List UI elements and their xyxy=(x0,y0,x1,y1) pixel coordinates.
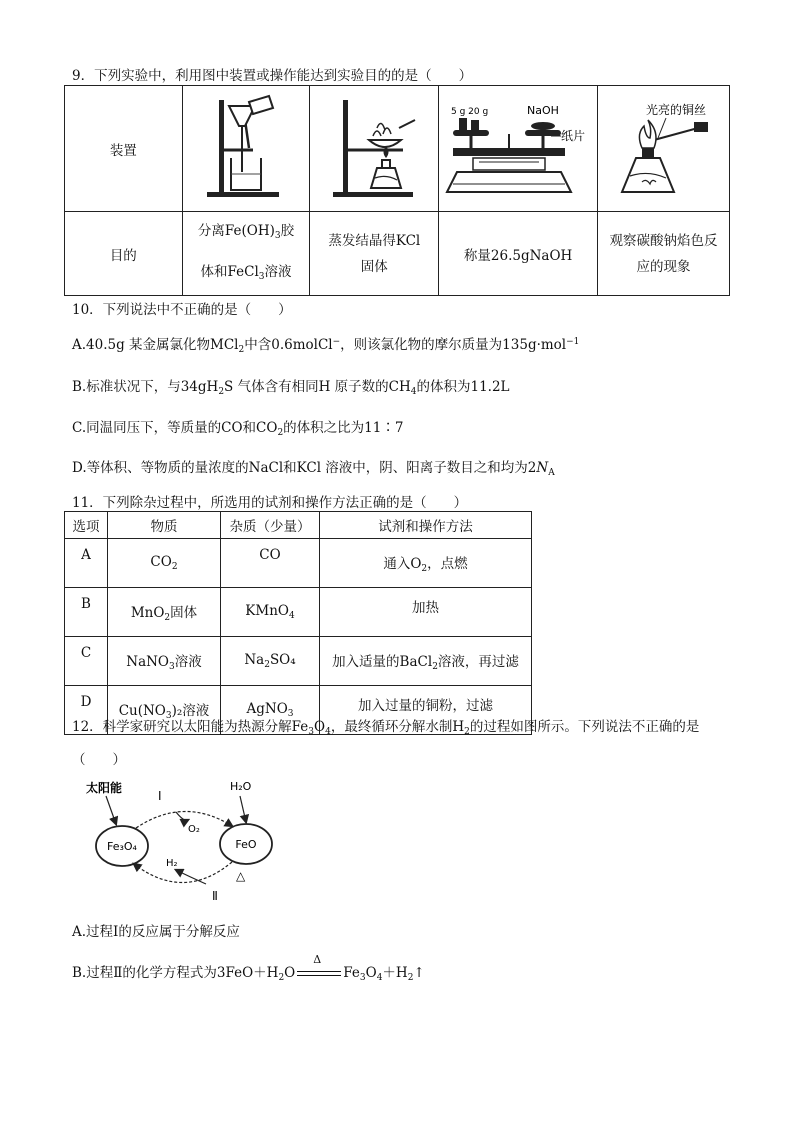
q9-apparatus-label: 装置 xyxy=(65,86,183,212)
naoh-label: NaOH xyxy=(527,103,560,117)
q11-header-impurity: 杂质（少量） xyxy=(221,512,320,539)
h2-label: H₂ xyxy=(166,858,178,869)
table-row xyxy=(65,539,532,588)
q11-method: 通入$O_2$，点燃 xyxy=(320,539,532,588)
water-arrow xyxy=(240,796,246,822)
feo-label: FeO xyxy=(235,838,257,851)
evaporation-apparatus-icon xyxy=(319,92,429,202)
q12-option-b: B.过程Ⅱ的化学方程式为$3FeO+H_2O$ Δ $Fe_3O_4+H_2↑$ xyxy=(72,952,425,983)
q11-header-method: 试剂和操作方法 xyxy=(320,512,532,539)
iron-oxide-cycle-diagram xyxy=(76,772,306,912)
q11-impurity: CO xyxy=(221,539,320,588)
heat-label: △ xyxy=(236,869,246,883)
q9-table xyxy=(64,85,730,296)
q11-impurity: $Na_2SO_4$ xyxy=(221,637,320,686)
q9-stem: 9．下列实验中，利用图中装置或操作能达到实验目的的是（ ） xyxy=(72,68,473,84)
q10-option-b: B.标准状况下，与$34gH_2S$ 气体含有相同H 原子数的$CH_4$的体积为11.2L xyxy=(72,379,510,397)
table-row xyxy=(65,637,532,686)
flame-test-apparatus-icon xyxy=(602,92,726,202)
q11-method: 加热 xyxy=(320,588,532,637)
q12-option-a: A.过程Ⅰ的反应属于分解反应 xyxy=(72,924,240,940)
q11-header-substance: 物质 xyxy=(108,512,221,539)
q11-option: A xyxy=(65,539,108,588)
q11-substance: $CO_2$ xyxy=(108,539,221,588)
q10-stem: 10．下列说法中不正确的是（ ） xyxy=(72,302,292,318)
q11-impurity: AgNO$_3$ xyxy=(221,686,320,735)
q11-impurity: KMnO$_4$ xyxy=(221,588,320,637)
step2-arrow xyxy=(134,862,232,883)
paper-label: 纸片 xyxy=(561,128,586,143)
q11-option: D xyxy=(65,686,108,735)
q11-option: B xyxy=(65,588,108,637)
q12-stem: 12．科学家研究以太阳能为热源分解$Fe_3O_4$，最终循环分解水制$H_2$的过程如图所示。下列说法不正确的是 xyxy=(72,719,700,737)
q9-apparatus-d xyxy=(598,86,730,212)
step1-label: Ⅰ xyxy=(158,789,162,803)
q11-substance: $Cu(NO_3)_2$溶液 xyxy=(108,686,221,735)
q12-answer-paren: （ ） xyxy=(72,752,126,768)
weights-label: 5 g 20 g xyxy=(451,106,489,117)
q11-substance: NaNO$_3$溶液 xyxy=(108,637,221,686)
q10-option-a: A.40.5g 某金属氯化物MCl$_2$中含0.6molCl−，则该氯化物的摩尔质量为135g·mol$^{-1}$ xyxy=(72,337,580,355)
q9-apparatus-c xyxy=(439,86,598,212)
heat-symbol: Δ xyxy=(313,952,322,966)
q10-option-d: D.等体积、等物质的量浓度的NaCl和KCl 溶液中，阴、阳离子数目之和均为$2N_A$ xyxy=(72,460,555,478)
o2-arrow xyxy=(176,812,188,820)
filtration-apparatus-icon xyxy=(191,92,301,202)
q9-apparatus-b xyxy=(310,86,439,212)
q11-method: 加入过量的铜粉，过滤 xyxy=(320,686,532,735)
fe3o4-label: Fe₃O₄ xyxy=(107,840,137,853)
q9-purpose-b: 蒸发结晶得KCl 固体 xyxy=(310,212,439,296)
q11-stem: 11．下列除杂过程中，所选用的试剂和操作方法正确的是（ ） xyxy=(72,495,468,511)
q11-substance: MnO$_2$固体 xyxy=(108,588,221,637)
q9-purpose-a: 分离$Fe(OH)_3$胶 体和FeCl$_3$溶液 xyxy=(182,212,310,296)
copper-wire-label: 光亮的铜丝 xyxy=(645,102,706,117)
q11-option: C xyxy=(65,637,108,686)
table-row xyxy=(65,588,532,637)
q9-apparatus-a xyxy=(182,86,310,212)
balance-apparatus-icon xyxy=(443,92,593,202)
q11-method: 加入适量的BaCl$_2$溶液，再过滤 xyxy=(320,637,532,686)
q11-table xyxy=(64,511,532,735)
solar-arrow xyxy=(106,796,116,824)
q9-purpose-d: 观察碳酸钠焰色反 应的现象 xyxy=(598,212,730,296)
q9-purpose-label: 目的 xyxy=(65,212,183,296)
q9-purpose-c: 称量26.5gNaOH xyxy=(439,212,598,296)
q10-option-c: C.同温同压下，等质量的CO和$CO_2$的体积之比为11∶7 xyxy=(72,420,404,438)
q11-header-option: 选项 xyxy=(65,512,108,539)
heat-equals-sign xyxy=(297,952,341,981)
water-label: H₂O xyxy=(230,780,252,793)
solar-energy-label: 太阳能 xyxy=(86,781,123,795)
step2-label: Ⅱ xyxy=(212,889,218,903)
o2-label: O₂ xyxy=(188,824,200,835)
